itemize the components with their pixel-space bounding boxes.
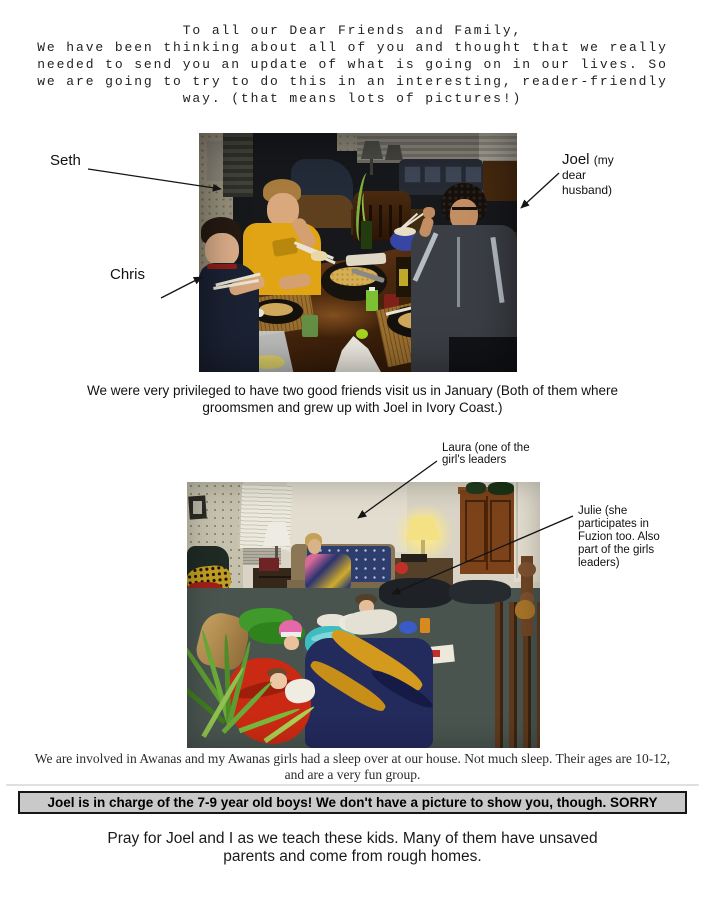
caption-awanas	[0, 751, 705, 782]
closing-line: parents and come from rough homes.	[223, 848, 482, 865]
caption-line: groomsmen and grew up with Joel in Ivory Coast.)	[202, 400, 503, 415]
photo-vignette	[199, 133, 517, 372]
chris-arrow	[161, 277, 202, 298]
caption-line: and are a very fun group.	[284, 766, 421, 782]
joel-label-name: Joel	[562, 151, 590, 168]
opening-line: To all our Dear Friends and Family,	[182, 23, 523, 38]
laura-label-line: girl's leaders	[442, 453, 507, 466]
caption-friends	[0, 382, 705, 416]
caption-line: We are involved in Awanas and my Awanas girls had a sleep over at our house. Not much sleep. Their ages are 10-12,	[34, 751, 671, 766]
julie-label-line: participates in	[578, 518, 649, 530]
opening-line: needed to send you an update of what is going on in our lives. So	[37, 57, 668, 72]
julie-label-line: leaders)	[578, 557, 620, 569]
photo-sleepover	[187, 482, 540, 748]
photo-vignette	[187, 482, 540, 748]
closing-line: Pray for Joel and I as we teach these kids. Many of them have unsaved	[107, 830, 598, 847]
julie-label	[578, 505, 668, 570]
joel-label	[562, 152, 662, 198]
divider-line	[6, 784, 699, 786]
joel-label-rest: dear	[562, 168, 587, 182]
chris-label: Chris	[110, 266, 146, 283]
photo-dinner-friends	[199, 133, 517, 372]
banner: Joel is in charge of the 7-9 year old boys! We don't have a picture to show you, though. SORRY	[18, 791, 687, 814]
julie-label-line: Julie (she	[578, 505, 628, 517]
opening-line: we are going to try to do this in an interesting, reader-friendly	[37, 74, 668, 89]
opening-line: We have been thinking about all of you and thought that we really	[37, 40, 668, 55]
opening-line: way. (that means lots of pictures!)	[182, 91, 523, 106]
laura-label-line: Laura (one of the	[442, 442, 530, 454]
joel-arrow	[521, 173, 559, 208]
joel-label-rest: (my	[593, 153, 614, 167]
julie-label-line: part of the girls	[578, 544, 655, 556]
closing-paragraph	[0, 830, 705, 866]
joel-label-rest: husband)	[562, 183, 613, 197]
caption-line: We were very privileged to have two good friends visit us in January (Both of them where	[86, 383, 618, 398]
opening-paragraph	[0, 22, 705, 107]
seth-label: Seth	[50, 152, 81, 169]
julie-label-line: Fuzion too. Also	[578, 531, 660, 543]
laura-label	[442, 443, 530, 466]
